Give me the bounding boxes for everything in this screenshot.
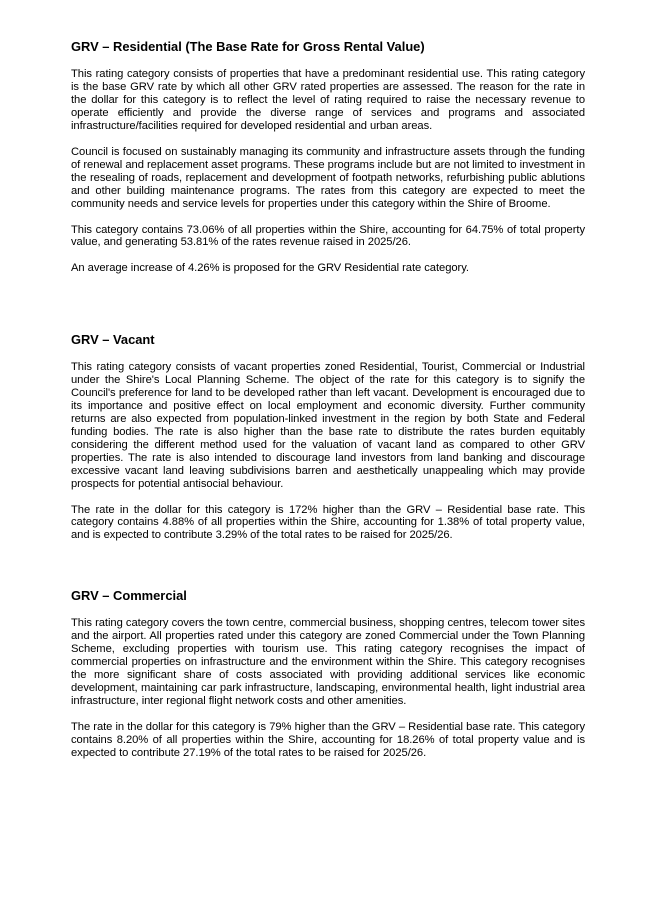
section-heading: GRV – Commercial bbox=[71, 588, 187, 603]
paragraph: This rating category consists of properties that have a predominant residential use. This rating category is the base GRV rate by which all other GRV rated properties are assessed. The reason for the rate in the dollar for this category is to reflect the level of rating required to raise the necessary revenue to operate efficiently and provide the diverse range of services and programs and associated infrastructure/facilities required for developed residential and urban areas. bbox=[71, 68, 585, 132]
section-grv-residential bbox=[71, 39, 585, 275]
section-heading: GRV – Vacant bbox=[71, 332, 155, 347]
section-heading: GRV – Residential (The Base Rate for Gross Rental Value) bbox=[71, 39, 425, 54]
section-grv-vacant bbox=[71, 332, 585, 542]
paragraph: This rating category covers the town centre, commercial business, shopping centres, telecom tower sites and the airport. All properties rated under this category are zoned Commercial under the Town Planning Scheme, excluding properties with tourism use. This rating category recognises the impact of commercial properties on infrastructure and the environment within the Shire. This category recognises the more significant share of costs associated with providing additional services like economic development, maintaining car park infrastructure, landscaping, environmental health, light industrial area infrastructure, inter regional flight network costs and other amenities. bbox=[71, 617, 585, 707]
paragraph: The rate in the dollar for this category is 79% higher than the GRV – Residential base rate. This category contains 8.20% of all properties within the Shire, accounting for 18.26% of total property value and is expected to contribute 27.19% of the total rates to be raised for 2025/26. bbox=[71, 720, 585, 759]
paragraph: The rate in the dollar for this category is 172% higher than the GRV – Residential base rate. This category contains 4.88% of all properties within the Shire, accounting for 1.38% of total property value, and is expected to contribute 3.29% of the total rates to be raised for 2025/26. bbox=[71, 503, 585, 542]
paragraph: This category contains 73.06% of all properties within the Shire, accounting for 64.75% of total property value, and generating 53.81% of the rates revenue raised in 2025/26. bbox=[71, 223, 585, 249]
paragraph: An average increase of 4.26% is proposed for the GRV Residential rate category. bbox=[71, 262, 469, 275]
paragraph: This rating category consists of vacant properties zoned Residential, Tourist, Commercial or Industrial under the Shire's Local Planning Scheme. The object of the rate for this category is to signify the Council's preference for land to be developed rather than left vacant. Development is encouraged due to its importance and positive effect on local employment and economic diversity. Further community returns are also expected from population-linked investment in the region by both State and Federal funding bodies. The rate is also higher than the base rate to distribute the rates burden equitably considering the different method used for the valuation of vacant land as compared to other GRV properties. The rate is also intended to discourage land investors from land banking and discourage excessive vacant land leaving subdivisions barren and aesthetically unappealing which may provide prospects for potential antisocial behaviour. bbox=[71, 361, 585, 490]
section-grv-commercial bbox=[71, 588, 585, 760]
paragraph: Council is focused on sustainably managing its community and infrastructure assets through the funding of renewal and replacement asset programs. These programs include but are not limited to investment in the resealing of roads, replacement and development of footpath networks, refurbishing public ablutions and other building maintenance programs. The rates from this category are expected to meet the community needs and service levels for properties under this category within the Shire of Broome. bbox=[71, 145, 585, 210]
